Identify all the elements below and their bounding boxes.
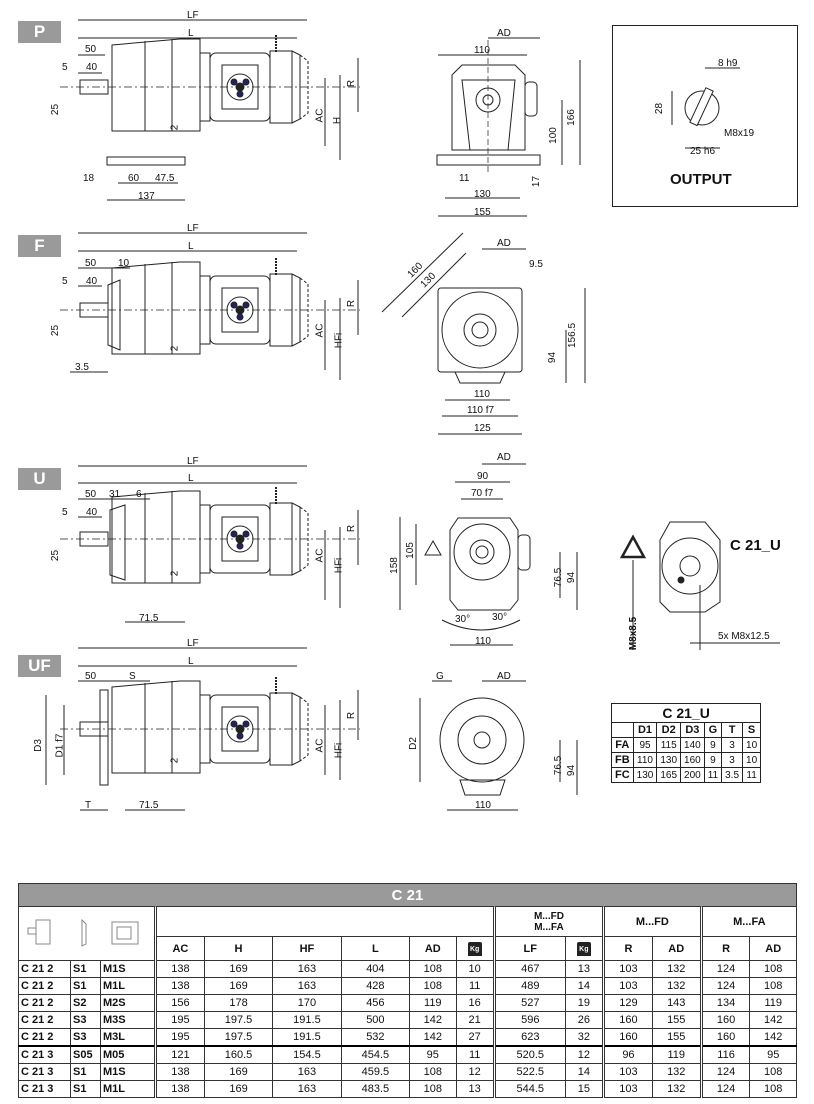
dimension-label: 25 h6 <box>690 146 716 157</box>
table-cell: 142 <box>750 1012 797 1029</box>
table-cell: 108 <box>750 1064 797 1081</box>
weight-label: Kg <box>577 942 591 956</box>
table-row <box>19 1012 797 1029</box>
table-cell: 95 <box>410 1046 456 1064</box>
table-cell: 10 <box>743 738 761 753</box>
dimension-label: 50 <box>85 258 97 269</box>
table-cell: 163 <box>273 1081 341 1098</box>
dimension-label: 158 <box>388 557 400 574</box>
table-cell: 32 <box>565 1029 603 1047</box>
table-cell: 13 <box>565 961 603 978</box>
dimension-label: 76.5 <box>553 567 565 588</box>
view-badge-p: P <box>18 21 61 43</box>
dimension-label: 100 <box>547 127 559 144</box>
table-cell: 169 <box>204 1064 272 1081</box>
c21u-table-title: C 21_U <box>612 704 761 723</box>
table-row <box>19 1029 797 1047</box>
row-header: FC <box>612 768 634 783</box>
column-header: AC <box>156 937 205 961</box>
dimension-label: 125 <box>474 423 491 434</box>
table-cell: 124 <box>701 961 750 978</box>
table-cell: 16 <box>456 995 494 1012</box>
c21u-flange-table <box>611 703 761 783</box>
dimension-label: 6 <box>136 489 142 500</box>
table-cell: 169 <box>204 1081 272 1098</box>
table-row <box>19 995 797 1012</box>
dimension-label: 5 <box>62 507 68 518</box>
column-header: T <box>722 723 743 738</box>
table-cell: S1 <box>71 978 101 995</box>
dimension-label: AD <box>497 238 511 249</box>
table-cell: 195 <box>156 1029 205 1047</box>
table-row <box>19 1081 797 1098</box>
table-cell: 130 <box>657 753 681 768</box>
table-cell: S1 <box>71 1064 101 1081</box>
weight-kg-icon <box>456 937 494 961</box>
table-cell: 129 <box>604 995 653 1012</box>
view-badge-f: F <box>18 235 61 257</box>
dimension-label: AD <box>497 452 511 463</box>
table-cell: 197.5 <box>204 1029 272 1047</box>
table-cell: 191.5 <box>273 1012 341 1029</box>
table-cell: 26 <box>565 1012 603 1029</box>
dimension-label: 130 <box>474 189 491 200</box>
table-cell: 116 <box>701 1046 750 1064</box>
dimension-label: LF <box>187 10 199 21</box>
table-cell: 143 <box>652 995 701 1012</box>
table-cell: 96 <box>604 1046 653 1064</box>
dimension-label: 5x M8x12.5 <box>718 631 770 642</box>
group-mfd: M...FD <box>604 907 702 937</box>
dimension-label: 2 <box>169 757 181 764</box>
table-cell: 3 <box>722 753 743 768</box>
table-cell: 197.5 <box>204 1012 272 1029</box>
dimension-label: R <box>346 524 358 533</box>
dimension-label: 9.5 <box>529 259 543 270</box>
table-cell: 119 <box>750 995 797 1012</box>
table-row <box>19 961 797 978</box>
table-cell: 163 <box>273 961 341 978</box>
dimension-label: HFi <box>333 332 345 349</box>
dimension-label: 110 <box>474 389 490 400</box>
dimension-label: R <box>346 299 358 308</box>
dimension-label: 130 <box>418 270 439 291</box>
table-cell: 160 <box>701 1029 750 1047</box>
dimension-label: 25 <box>50 549 62 562</box>
table-cell: M3L <box>101 1029 156 1047</box>
table-cell: M3S <box>101 1012 156 1029</box>
table-cell: 160 <box>604 1029 653 1047</box>
dimension-label: D2 <box>407 737 419 750</box>
table-cell: 27 <box>456 1029 494 1047</box>
dimension-label: AC <box>314 738 326 753</box>
table-cell: 130 <box>633 768 657 783</box>
table-cell: 13 <box>456 1081 494 1098</box>
row-header: FB <box>612 753 634 768</box>
table-cell: 108 <box>750 961 797 978</box>
table-cell: 14 <box>565 1064 603 1081</box>
dimension-label: AD <box>497 671 511 682</box>
table-cell: M1S <box>101 961 156 978</box>
gearbox-icon <box>28 920 50 944</box>
dimension-label: 94 <box>547 351 559 364</box>
dimension-label: LF <box>187 223 199 234</box>
dimension-label: 156.5 <box>567 322 579 349</box>
table-cell: 119 <box>410 995 456 1012</box>
flange-icon <box>82 920 86 946</box>
dimension-label: 5 <box>62 62 68 73</box>
table-cell: 132 <box>652 1064 701 1081</box>
table-cell: 115 <box>657 738 681 753</box>
column-header: AD <box>652 937 701 961</box>
table-cell: 428 <box>341 978 409 995</box>
dimension-label: 70 f7 <box>471 488 494 499</box>
table-cell: 522.5 <box>494 1064 565 1081</box>
dimension-label: 110 <box>474 45 490 56</box>
table-cell: 124 <box>701 978 750 995</box>
table-cell: 21 <box>456 1012 494 1029</box>
table-cell: 12 <box>565 1046 603 1064</box>
dimension-label: D1 f7 <box>54 733 66 758</box>
table-cell: 132 <box>652 1081 701 1098</box>
table-cell: 160 <box>701 1012 750 1029</box>
column-header: H <box>204 937 272 961</box>
table-cell: 10 <box>743 753 761 768</box>
dimension-label: 110 <box>475 800 491 811</box>
table-cell: 169 <box>204 961 272 978</box>
table-cell: C 21 3 <box>19 1081 71 1098</box>
table-cell: 163 <box>273 1064 341 1081</box>
table-cell: 169 <box>204 978 272 995</box>
column-header: D2 <box>657 723 681 738</box>
dimension-label: S <box>129 671 136 682</box>
dimension-label: AC <box>314 323 326 338</box>
column-header: AD <box>750 937 797 961</box>
table-cell: 178 <box>204 995 272 1012</box>
table-cell: 108 <box>410 1064 456 1081</box>
table-cell: 160 <box>604 1012 653 1029</box>
table-cell: 544.5 <box>494 1081 565 1098</box>
table-cell: 103 <box>604 978 653 995</box>
table-cell: 138 <box>156 961 205 978</box>
table-cell: 124 <box>701 1064 750 1081</box>
group-mfa: M...FA <box>701 907 796 937</box>
dimension-label: L <box>188 656 194 667</box>
table-cell: 156 <box>156 995 205 1012</box>
table-cell: 195 <box>156 1012 205 1029</box>
column-header: D3 <box>681 723 705 738</box>
column-header: R <box>604 937 653 961</box>
table-cell: C 21 2 <box>19 1029 71 1047</box>
table-cell: M1L <box>101 978 156 995</box>
table-cell: 103 <box>604 1081 653 1098</box>
dimension-label: AD <box>497 28 511 39</box>
column-header: S <box>743 723 761 738</box>
table-cell: 520.5 <box>494 1046 565 1064</box>
table-cell: 132 <box>652 978 701 995</box>
table-cell: 467 <box>494 961 565 978</box>
table-cell: 10 <box>456 961 494 978</box>
dimension-label: 8 h9 <box>718 58 738 69</box>
column-header: D1 <box>633 723 657 738</box>
table-cell: S1 <box>71 1081 101 1098</box>
column-header: L <box>341 937 409 961</box>
dimension-label: 3.5 <box>75 362 89 373</box>
dimension-label: 31 <box>109 489 121 500</box>
table-cell: M2S <box>101 995 156 1012</box>
dimension-label: 2 <box>169 570 181 577</box>
table-cell: 11 <box>456 978 494 995</box>
table-cell: 596 <box>494 1012 565 1029</box>
dimension-label: 2 <box>169 345 181 352</box>
dimension-label: G <box>436 671 444 682</box>
dimension-label: AC <box>314 548 326 563</box>
table-row <box>612 768 761 783</box>
table-cell: 108 <box>750 978 797 995</box>
table-cell: 483.5 <box>341 1081 409 1098</box>
dimension-label: 71.5 <box>139 800 159 811</box>
dimension-label: 160 <box>405 260 426 281</box>
weight-kg-icon <box>565 937 603 961</box>
dimension-label: 50 <box>85 44 97 55</box>
dimension-label: 137 <box>138 191 155 202</box>
column-header: R <box>701 937 750 961</box>
table-cell: 155 <box>652 1029 701 1047</box>
table-cell: 160 <box>681 753 705 768</box>
dimension-label: 2 <box>169 124 181 131</box>
table-cell: 142 <box>750 1029 797 1047</box>
table-cell: 119 <box>652 1046 701 1064</box>
dimension-label: R <box>346 711 358 720</box>
table-cell: 142 <box>410 1012 456 1029</box>
dimension-label: LF <box>187 456 199 467</box>
dimension-label: AC <box>314 108 326 123</box>
table-cell: C 21 2 <box>19 1012 71 1029</box>
group-mfd-mfa <box>494 907 603 937</box>
table-cell: 103 <box>604 961 653 978</box>
table-cell: 142 <box>410 1029 456 1047</box>
dimension-label: 105 <box>404 542 416 559</box>
table-cell: 459.5 <box>341 1064 409 1081</box>
table-cell: 623 <box>494 1029 565 1047</box>
dimension-label: 60 <box>128 173 140 184</box>
dimension-label: 94 <box>566 764 578 777</box>
icon-header <box>19 907 156 961</box>
dimension-label: 76.5 <box>553 755 565 776</box>
column-header: G <box>704 723 721 738</box>
dimension-label: HFi <box>333 557 345 574</box>
dimension-label: L <box>188 473 194 484</box>
column-header: LF <box>494 937 565 961</box>
dimension-label: T <box>85 800 92 811</box>
table-cell: C 21 2 <box>19 978 71 995</box>
column-header: AD <box>410 937 456 961</box>
dimension-label: OUTPUT <box>670 171 732 188</box>
view-badge-uf: UF <box>18 655 61 677</box>
dimension-label: 50 <box>85 489 97 500</box>
table-cell: 11 <box>743 768 761 783</box>
table-cell: 200 <box>681 768 705 783</box>
table-cell: 489 <box>494 978 565 995</box>
dimension-label: 71.5 <box>139 613 159 624</box>
view-badge-u: U <box>18 468 61 490</box>
c21-dimension-table <box>18 883 797 1098</box>
table-cell: C 21 3 <box>19 1064 71 1081</box>
table-cell: 165 <box>657 768 681 783</box>
table-cell: 527 <box>494 995 565 1012</box>
table-cell: 103 <box>604 1064 653 1081</box>
table-cell: S3 <box>71 1029 101 1047</box>
dimension-label: 30° <box>455 614 471 625</box>
table-cell: 191.5 <box>273 1029 341 1047</box>
dimension-label: 5 <box>62 276 68 287</box>
table-cell: 3.5 <box>722 768 743 783</box>
table-cell: 138 <box>156 1081 205 1098</box>
dimension-label: 25 <box>50 324 62 337</box>
group-label: M...FD <box>533 910 564 922</box>
table-cell: 11 <box>704 768 721 783</box>
dimension-label: 25 <box>50 103 62 116</box>
dimension-label: 90 <box>477 471 489 482</box>
dimension-label: L <box>188 241 194 252</box>
motor-icon <box>112 922 138 944</box>
table-cell: 108 <box>410 1081 456 1098</box>
dimension-label: R <box>346 79 358 88</box>
group-label: M...FA <box>534 921 564 933</box>
dimension-label: 94 <box>566 571 578 584</box>
table-row <box>19 978 797 995</box>
dimension-label: 11 <box>459 173 470 184</box>
table-cell: 95 <box>750 1046 797 1064</box>
table-cell: 110 <box>633 753 657 768</box>
corner-cell <box>612 723 634 738</box>
column-header: HF <box>273 937 341 961</box>
dimension-label: 17 <box>531 175 543 188</box>
blank-group <box>156 907 495 937</box>
weight-label: Kg <box>468 942 482 956</box>
table-cell: 170 <box>273 995 341 1012</box>
dimension-label: 155 <box>474 207 491 218</box>
table-cell: 9 <box>704 738 721 753</box>
dimension-label: 10 <box>118 258 130 269</box>
dimension-label: 40 <box>86 507 98 518</box>
table-cell: 108 <box>410 961 456 978</box>
dimension-label: 40 <box>86 62 98 73</box>
table-cell: 108 <box>410 978 456 995</box>
dimension-label: 18 <box>83 173 95 184</box>
dimension-label: 28 <box>654 102 666 115</box>
table-cell: 138 <box>156 978 205 995</box>
table-cell: 108 <box>750 1081 797 1098</box>
table-cell: 404 <box>341 961 409 978</box>
dimension-label: D3 <box>32 739 44 752</box>
table-cell: 163 <box>273 978 341 995</box>
row-header: FA <box>612 738 634 753</box>
dimension-label: L <box>188 28 194 39</box>
table-cell: 14 <box>565 978 603 995</box>
table-cell: 124 <box>701 1081 750 1098</box>
table-cell: 500 <box>341 1012 409 1029</box>
table-cell: M05 <box>101 1046 156 1064</box>
dimension-label: HFi <box>333 742 345 759</box>
dimension-label: 110 <box>475 636 491 647</box>
table-cell: 3 <box>722 738 743 753</box>
table-cell: 140 <box>681 738 705 753</box>
table-cell: 121 <box>156 1046 205 1064</box>
table-cell: S3 <box>71 1012 101 1029</box>
table-cell: 532 <box>341 1029 409 1047</box>
dimension-label: 40 <box>86 276 98 287</box>
main-table-title: C 21 <box>19 884 797 907</box>
table-row <box>19 1064 797 1081</box>
dimension-label: M8x19 <box>724 128 755 139</box>
table-cell: S2 <box>71 995 101 1012</box>
table-cell: 9 <box>704 753 721 768</box>
table-row <box>19 1046 797 1064</box>
table-cell: M1S <box>101 1064 156 1081</box>
dimension-label: 47.5 <box>155 173 175 184</box>
table-cell: 95 <box>633 738 657 753</box>
table-cell: M1L <box>101 1081 156 1098</box>
table-cell: 134 <box>701 995 750 1012</box>
table-cell: 155 <box>652 1012 701 1029</box>
dimension-label: 166 <box>565 109 577 126</box>
dimension-label: LF <box>187 638 199 649</box>
table-cell: 160.5 <box>204 1046 272 1064</box>
table-cell: S05 <box>71 1046 101 1064</box>
table-cell: 456 <box>341 995 409 1012</box>
table-cell: 154.5 <box>273 1046 341 1064</box>
table-cell: C 21 2 <box>19 995 71 1012</box>
dimension-label: 110 f7 <box>467 405 495 416</box>
dimension-label: 30° <box>492 612 508 623</box>
table-cell: C 21 3 <box>19 1046 71 1064</box>
table-cell: 132 <box>652 961 701 978</box>
dimension-label: M8x8.5 <box>628 616 640 651</box>
dimension-label: C 21_U <box>730 537 781 554</box>
table-cell: 12 <box>456 1064 494 1081</box>
table-row <box>612 738 761 753</box>
table-row <box>612 753 761 768</box>
table-cell: 11 <box>456 1046 494 1064</box>
table-cell: 19 <box>565 995 603 1012</box>
table-cell: S1 <box>71 961 101 978</box>
dimension-label: H <box>332 116 344 125</box>
table-cell: 454.5 <box>341 1046 409 1064</box>
table-cell: C 21 2 <box>19 961 71 978</box>
dimension-label: 50 <box>85 671 97 682</box>
table-cell: 138 <box>156 1064 205 1081</box>
table-cell: 15 <box>565 1081 603 1098</box>
